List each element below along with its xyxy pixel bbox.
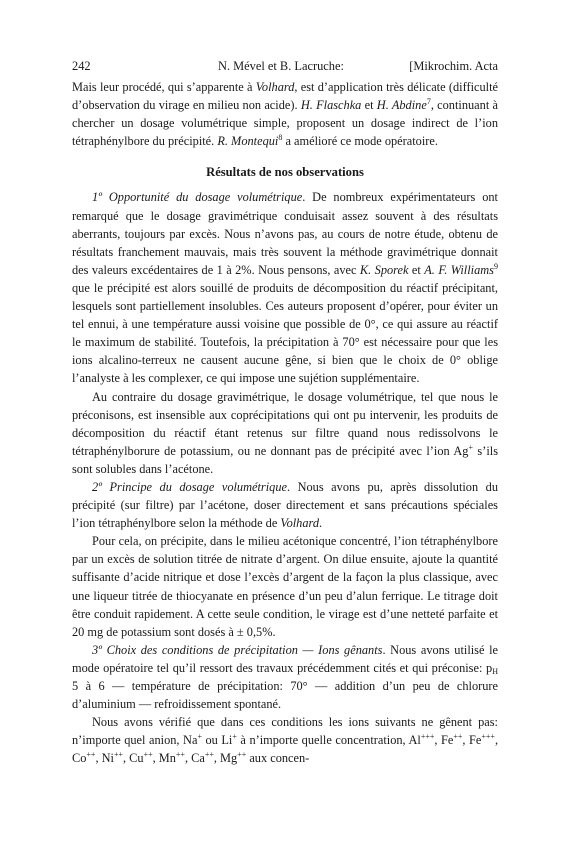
text-run: , continuant à chercher un dosage volumétrique simple, proposent un dosage indirect de l’ion tétraphénylbore du précipité. xyxy=(72,98,499,149)
paragraph-procede xyxy=(72,532,498,641)
superscript: 9 xyxy=(494,261,498,271)
text-run: , Mg xyxy=(213,751,238,766)
italic-text: H. Flaschka xyxy=(300,98,362,113)
italic-text: 1º Opportunité du dosage volumétrique xyxy=(92,190,303,205)
paragraph-intro xyxy=(72,78,498,150)
superscript: ++ xyxy=(453,732,463,742)
text-run: 5 à 6 — température de précipitation: 70° — addition d’un peu de chlorure d’aluminium — refroidissement spontané. xyxy=(72,679,498,712)
text-run: . Nous avons pu, après dissolution du précipité (sur filtre) par l’acétone, doser directement et sans précautions spéciales l’ion tétraphénylbore selon la méthode de xyxy=(72,479,499,531)
superscript: ++ xyxy=(86,750,96,760)
text-run: a amélioré ce mode opératoire. xyxy=(282,134,438,149)
text-run: , Cu xyxy=(122,751,144,766)
text-run: Au contraire du dosage gravimétrique, le dosage volumétrique, tel que nous le préconisons, est insensible aux coprécipitations qui ont pu intervenir, les produits de décomposition du réactif étant retenus sur filtre quand nous redissolvons le tétraphénylborure de potassium, ou ne donnant pas de précipité avec l’ion Ag xyxy=(72,389,498,458)
text-run: , Fe xyxy=(462,733,482,748)
article-body xyxy=(72,78,498,767)
superscript: ++ xyxy=(204,750,214,760)
header-authors: N. Mével et B. Lacruche: xyxy=(218,59,344,73)
italic-text: 3º Choix des conditions de précipitation — Ions gênants xyxy=(92,642,383,657)
text-run: à n’importe quelle concentration, Al xyxy=(236,733,421,748)
italic-text: K. Sporek xyxy=(359,262,409,277)
section-title: Résultats de nos observations xyxy=(206,165,364,180)
text-run: Nous avons vérifié que dans ces conditions les ions suivants ne gênent pas: n’importe quel anion, Na xyxy=(72,715,498,748)
text-run: . Nous avons utilisé le mode opératoire tel qu’il ressort des travaux précédemment cités et qui préconise: p xyxy=(72,642,498,675)
superscript: ++ xyxy=(143,750,153,760)
text-run: , Ni xyxy=(95,751,114,766)
subscript: H xyxy=(492,666,498,676)
superscript: ++ xyxy=(175,750,185,760)
paragraph-opportunite xyxy=(72,188,498,387)
header-journal: [Mikrochim. Acta xyxy=(409,59,498,73)
page-number: 242 xyxy=(72,59,91,73)
paragraph-principe xyxy=(72,478,498,532)
text-run: , Fe xyxy=(434,733,454,748)
text-run: aux concen- xyxy=(246,751,310,766)
text-run: Mais leur procédé, qui s’apparente à xyxy=(72,80,256,94)
superscript: + xyxy=(232,732,237,742)
italic-text: A. F. Williams xyxy=(424,262,494,277)
paragraph-conditions xyxy=(72,641,498,713)
superscript: ++ xyxy=(237,750,247,760)
italic-text: H. Abdine xyxy=(376,98,427,113)
text-run: ou Li xyxy=(201,733,233,748)
italic-text: R. Montequi xyxy=(217,134,279,149)
superscript: + xyxy=(468,442,473,452)
text-run: , Ca xyxy=(184,751,205,766)
superscript: + xyxy=(197,732,202,742)
text-run: , est d’application très délicate (difficulté d’observation du virage en milieu non acide). xyxy=(72,80,498,113)
paragraph-gravimetrie xyxy=(72,388,498,478)
paragraph-ions xyxy=(72,713,498,767)
text-run: et xyxy=(408,262,425,277)
text-run: . De nombreux expérimentateurs ont remarqué que le dosage gravimétrique conduisait assez souvent à des résultats aberrants, toujours par excès. Nous n’avons pas, au cours de notre étude, obtenu de résultats franchement mauvais, mais très souvent la méthode gravimétrique donnait des valeurs excédentaires de 1 à 2%. Nous pensons, avec xyxy=(72,190,498,277)
text-run: , Co xyxy=(72,733,499,766)
italic-text: Volhard xyxy=(255,80,295,94)
text-run: que le précipité est alors souillé de produits de décomposition du réactif précipitant, lesquels sont partiellement insolubles. Ces auteurs proposent d’opérer, pour éviter un tel ennui, à une température aussi voisine que possible de 0°, ce qui assure au réactif le maximum de stabilité. Toutefois, la précipitation à 70° est nécessaire pour que les ions alcalino-terreux ne causent aucune gêne, si bien que le choix de 0° oblige l’analyste à les complexer, ce qui impose une sujétion supplémentaire. xyxy=(72,280,498,386)
text-run: s’ils sont solubles dans l’acétone. xyxy=(72,443,498,476)
text-run: Pour cela, on précipite, dans le milieu acétonique concentré, l’ion tétraphénylbore par un excès de solution titrée de nitrate d’argent. On dilue ensuite, ajoute la quantité suffisante d’acide nitrique et dose l’excès d’argent de la façon la plus classique, avec une liqueur titrée de thiocyanate en présence d’un peu d’alun ferrique. Le titrage doit être conduit rapidement. A cette seule condition, le virage est d’une netteté parfaite et 20 mg de potassium sont dosés à ± 0,5%. xyxy=(72,534,498,639)
text-run: . xyxy=(319,516,323,531)
superscript: +++ xyxy=(481,732,495,742)
running-header xyxy=(72,57,498,75)
superscript: 8 xyxy=(278,133,283,143)
text-run: et xyxy=(361,98,377,113)
superscript: ++ xyxy=(113,750,123,760)
superscript: 7 xyxy=(426,97,431,107)
superscript: +++ xyxy=(420,732,435,742)
italic-text: Volhard xyxy=(280,516,320,531)
italic-text: 2º Principe du dosage volumétrique xyxy=(92,479,287,494)
text-run: , Mn xyxy=(152,751,176,766)
